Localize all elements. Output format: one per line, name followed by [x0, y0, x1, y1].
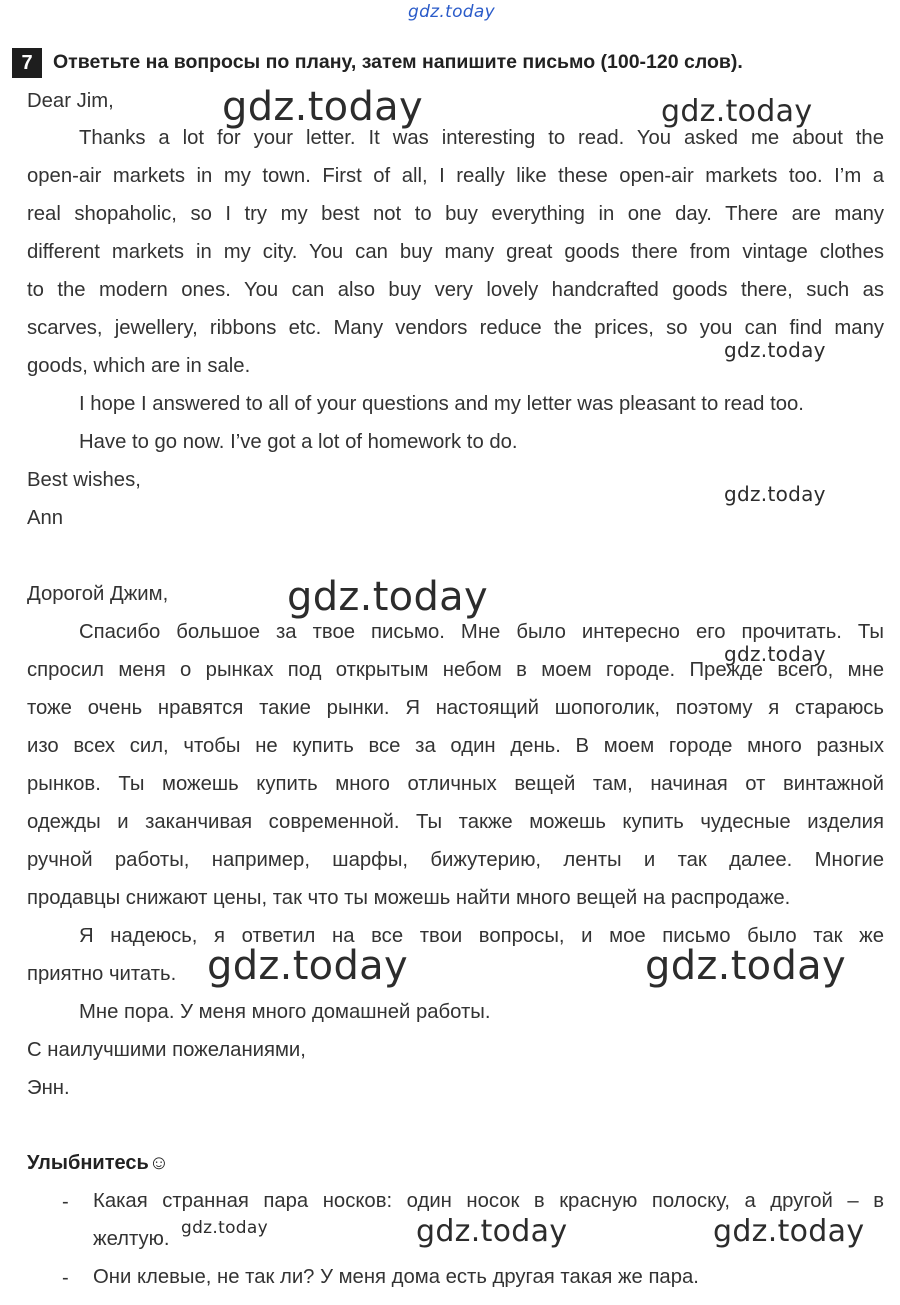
- letter-line: изо всех сил, чтобы не купить все за один день. В моем городе много разных: [27, 735, 884, 757]
- letter-closing: С наилучшими пожеланиями,: [27, 1039, 306, 1061]
- letter-line: to the modern ones. You can also buy very lovely handcrafted goods there, such as: [27, 279, 884, 301]
- bullet-dash: -: [62, 1191, 69, 1213]
- watermark: gdz.today: [181, 1218, 268, 1238]
- letter-line: тоже очень нравятся такие рынки. Я настоящий шопоголик, поэтому я стараюсь: [27, 697, 884, 719]
- letter-greeting: Dear Jim,: [27, 90, 114, 112]
- letter-signature: Энн.: [27, 1077, 70, 1099]
- letter-greeting: Дорогой Джим,: [27, 583, 169, 605]
- watermark: gdz.today: [724, 338, 826, 362]
- letter-signature: Ann: [27, 507, 64, 529]
- letter-line: Я надеюсь, я ответил на все твои вопросы, и мое письмо было так же: [79, 925, 884, 947]
- letter-closing: Best wishes,: [27, 469, 141, 491]
- joke-line: желтую.: [93, 1228, 170, 1250]
- watermark: gdz.today: [287, 574, 488, 620]
- letter-line: одежды и заканчивая современной. Ты также можешь купить чудесные изделия: [27, 811, 884, 833]
- bullet-dash: -: [62, 1267, 69, 1289]
- letter-line: different markets in my city. You can buy many great goods there from vintage clothes: [27, 241, 884, 263]
- watermark: gdz.today: [724, 642, 826, 666]
- letter-line: Спасибо большое за твое письмо. Мне было интересно его прочитать. Ты: [79, 621, 884, 643]
- watermark: gdz.today: [645, 943, 846, 989]
- watermark: gdz.today: [713, 1214, 865, 1249]
- watermark: gdz.today: [207, 943, 408, 989]
- letter-line: продавцы снижают цены, так что ты можешь найти много вещей на распродаже.: [27, 887, 791, 909]
- letter-line: real shopaholic, so I try my best not to buy everything in one day. There are many: [27, 203, 884, 225]
- letter-line: рынков. Ты можешь купить много отличных вещей там, начиная от винтажной: [27, 773, 884, 795]
- task-header: [12, 48, 892, 78]
- section-heading: Улыбнитесь☺: [27, 1152, 170, 1174]
- letter-line: goods, which are in sale.: [27, 355, 251, 377]
- letter-line: I hope I answered to all of your questions and my letter was pleasant to read too.: [79, 393, 804, 415]
- watermark: gdz.today: [416, 1214, 568, 1249]
- letter-line: Thanks a lot for your letter. It was interesting to read. You asked me about the: [79, 127, 884, 149]
- letter-line: Мне пора. У меня много домашней работы.: [79, 1001, 491, 1023]
- letter-line: спросил меня о рынках под открытым небом в моем городе. Прежде всего, мне: [27, 659, 884, 681]
- watermark: gdz.today: [724, 482, 826, 506]
- task-instruction: Ответьте на вопросы по плану, затем напишите письмо (100-120 слов).: [53, 51, 743, 73]
- letter-line: приятно читать.: [27, 963, 177, 985]
- letter-line: Have to go now. I’ve got a lot of homework to do.: [79, 431, 518, 453]
- watermark: gdz.today: [661, 94, 813, 129]
- joke-line: Они клевые, не так ли? У меня дома есть другая такая же пара.: [93, 1266, 699, 1288]
- letter-line: scarves, jewellery, ribbons etc. Many vendors reduce the prices, so you can find many: [27, 317, 884, 339]
- joke-line: Какая странная пара носков: один носок в красную полоску, а другой – в: [93, 1190, 884, 1212]
- watermark-top: gdz.today: [408, 2, 495, 22]
- letter-line: ручной работы, например, шарфы, бижутерию, ленты и так далее. Многие: [27, 849, 884, 871]
- watermark: gdz.today: [222, 84, 423, 130]
- letter-line: open-air markets in my town. First of all, I really like these open-air markets too. I’m a: [27, 165, 884, 187]
- task-number-badge: 7: [12, 48, 42, 78]
